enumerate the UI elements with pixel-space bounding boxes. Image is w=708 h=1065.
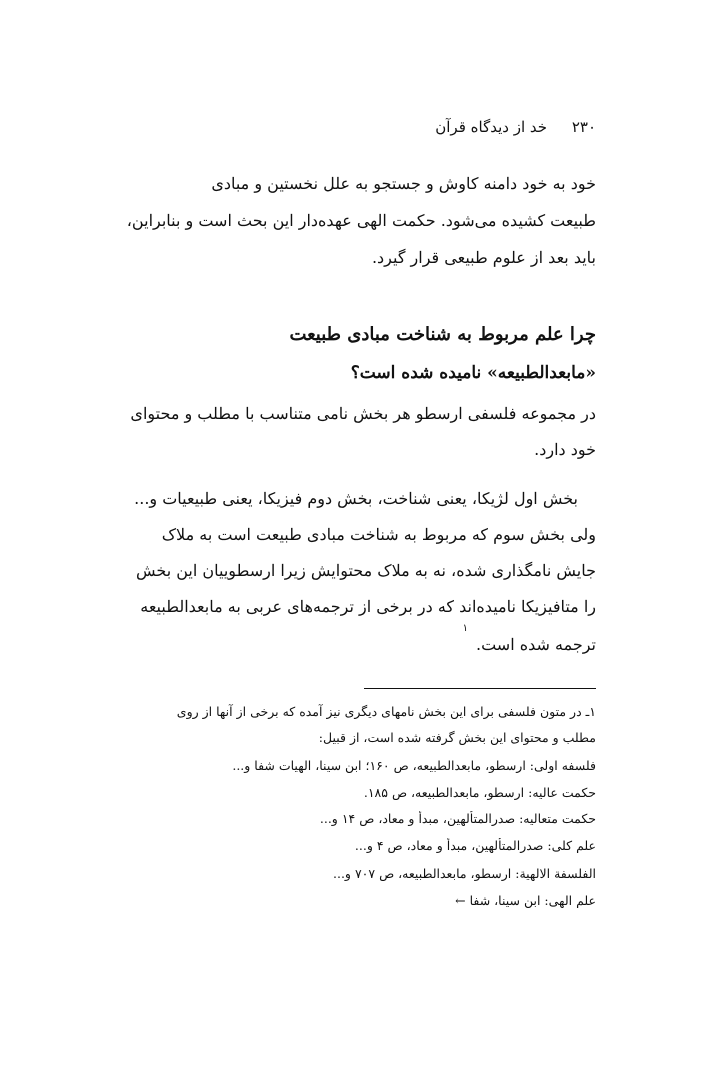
text-line: را متافیزیکا نامیده‌اند که در برخی از ترجمه‌های عربی به مابعدالطبیعه — [140, 597, 596, 616]
page-number: ۲۳۰ — [571, 118, 596, 136]
text-line: در مجموعه فلسفی ارسطو هر بخش نامی متناسب با مطلب و محتوای — [130, 404, 596, 423]
text-line: ولی بخش سوم که مربوط به شناخت مبادی طبیعت است به ملاک — [161, 525, 596, 544]
footnote-marker: ۱ — [462, 623, 468, 634]
section-heading-line2: «مابعدالطبیعه» نامیده شده است؟ — [350, 363, 596, 383]
running-header — [435, 118, 596, 136]
footnote-line: ۱ـ در متون فلسفی برای این بخش نامهای دیگری نیز آمده که برخی از آنها از روی — [176, 704, 596, 719]
footnote-line: حکمت متعالیه: صدرالمتألهین، مبدأ و معاد، ص ۱۴ و... — [319, 811, 596, 826]
footnote-line: فلسفه اولی: ارسطو، مابعدالطبیعه، ص ۱۶۰؛ ابن سینا، الهیات شفا و... — [232, 758, 596, 773]
section-heading: چرا علم مربوط به شناخت مبادی طبیعت — [289, 324, 596, 345]
footnote-line: مطلب و محتوای این بخش گرفته شده است، از قبیل: — [318, 730, 596, 745]
text-line: بخش اول لژیکا، یعنی شناخت، بخش دوم فیزیکا، یعنی طبیعیات و... — [134, 489, 578, 508]
text-line: طبیعت کشیده می‌شود. حکمت الهی عهده‌دار این بحث است و بنابراین، — [126, 211, 596, 230]
running-title: خد از دیدگاه قرآن — [435, 118, 548, 136]
text-line: باید بعد از علوم طبیعی قرار گیرد. — [371, 248, 596, 267]
text-line: جایش نامگذاری شده، نه به ملاک محتوایش زیرا ارسطوییان این بخش — [135, 561, 596, 580]
text-line: خود به خود دامنه کاوش و جستجو به علل نخستین و مبادی — [211, 174, 596, 193]
text-line: ترجمه شده است. — [475, 635, 596, 654]
text-line: خود دارد. — [534, 440, 596, 459]
footnote-separator — [364, 688, 596, 689]
footnote-line: حکمت عالیه: ارسطو، مابعدالطبیعه، ص ۱۸۵. — [363, 785, 596, 800]
footnote-line: علم کلی: صدرالمتألهین، مبدأ و معاد، ص ۴ و... — [354, 838, 596, 853]
footnote-line: الفلسفة الالهیة: ارسطو، مابعدالطبیعه، ص ۷۰۷ و... — [333, 866, 596, 881]
footnote-line: علم الهی: ابن سینا، شفا ← — [455, 893, 596, 908]
